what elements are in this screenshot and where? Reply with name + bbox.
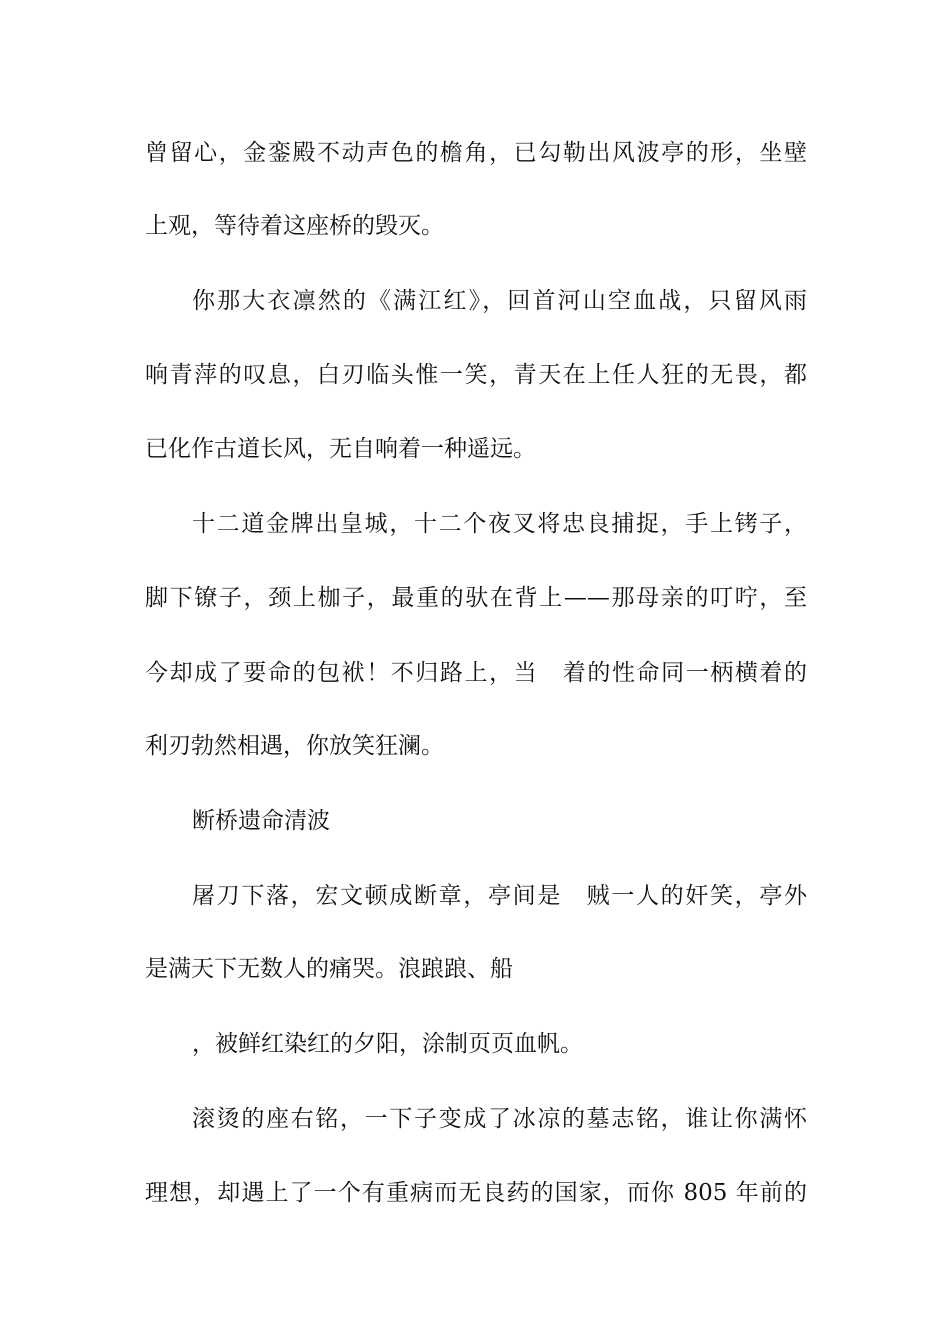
text-line-4: 响青萍的叹息，白刃临头惟一笑，青天在上任人狂的无畏，都 [145, 362, 807, 388]
text-line-13: ，被鲜红染红的夕阳，涂制页页血帆。 [192, 1031, 583, 1057]
section-heading: 断桥遗命清波 [192, 808, 330, 834]
text-line-14: 滚烫的座右铭，一下子变成了冰凉的墓志铭，谁让你满怀 [192, 1106, 807, 1132]
text-line-3: 你那大衣凛然的《满江红》，回首河山空血战，只留风雨 [192, 288, 807, 314]
text-line-11: 屠刀下落，宏文顿成断章，亭间是 贼一人的奸笑，亭外 [192, 883, 807, 909]
text-line-2: 上观，等待着这座桥的毁灭。 [145, 213, 444, 239]
text-line-8: 今却成了要命的包袱！不归路上，当 着的性命同一柄横着的 [145, 660, 807, 686]
text-line-5: 已化作古道长风，无自响着一种遥远。 [145, 436, 536, 462]
text-line-9: 利刃勃然相遇，你放笑狂澜。 [145, 733, 444, 759]
text-line-7: 脚下镣子，颈上枷子，最重的驮在背上——那母亲的叮咛，至 [145, 585, 807, 611]
text-line-12: 是满天下无数人的痛哭。浪踉踉、船 [145, 956, 513, 982]
text-line-15: 理想，却遇上了一个有重病而无良药的国家，而你 805 年前的 [145, 1180, 807, 1206]
text-line-1: 曾留心，金銮殿不动声色的檐角，已勾勒出风波亭的形，坐壁 [145, 140, 807, 166]
text-line-6: 十二道金牌出皇城，十二个夜叉将忠良捕捉，手上铐子， [192, 511, 807, 537]
